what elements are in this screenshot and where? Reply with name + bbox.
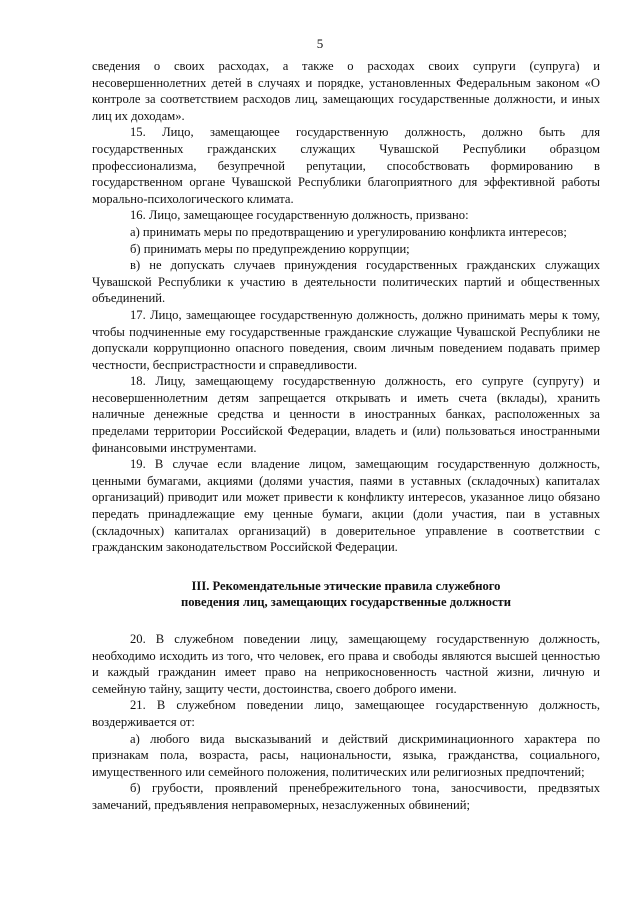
paragraph-21-a: а) любого вида высказываний и действий дискриминационного характера по признакам пола, возраста, расы, национальности, языка, гражданства, социального, имущественного или семейного положения, политических или религиозных предпочтений;: [92, 731, 600, 779]
paragraph-20: 20. В служебном поведении лицу, замещающему государственную должность, необходимо исходить из того, что человек, его права и свободы являются высшей ценностью и каждый гражданин имеет право на неприкосновенность частной жизни, личную и семейную тайну, защиту чести, достоинства, своего доброго имени.: [92, 632, 600, 696]
paragraph-19: 19. В случае если владение лицом, замещающим государственную должность, ценными бумагами, акциями (долями участия, паями в уставных (складочных) капиталах организаций) приводит или может привести к конфликту интересов, указанное лицо обязано передать принадлежащие ему ценные бумаги, акции (доли участия, паи в уставных (складочных) капиталах организаций) в доверительное управление в соответствии с гражданским законодательством Российской Федерации.: [92, 457, 600, 555]
section-heading: [92, 578, 600, 611]
paragraph-16-b: б) принимать меры по предупреждению коррупции;: [130, 241, 410, 256]
paragraph-15: 15. Лицо, замещающее государственную должность, должно быть для государственных гражданских служащих Чувашской Республики образцом профессионализма, безупречной репутации, способствовать формированию в государственном органе Чувашской Республики благоприятного для эффективной работы морально-психологического климата.: [92, 125, 600, 206]
section-heading-line-2: поведения лиц, замещающих государственные должности: [180, 595, 512, 610]
document-body: [92, 58, 600, 814]
paragraph-17: 17. Лицо, замещающее государственную должность, должно принимать меры к тому, чтобы подчиненные ему государственные гражданские служащие Чувашской Республики не допускали коррупционно опасного поведения, своим личным поведением подавать пример честности, беспристрастности и справедливости.: [92, 307, 600, 372]
section-heading-line-1: III. Рекомендательные этические правила служебного: [191, 578, 501, 593]
paragraph-18: 18. Лицу, замещающему государственную должность, его супруге (супругу) и несовершеннолетним детям запрещается открывать и иметь счета (вклады), хранить наличные денежные средства и ценности в иностранных банках, расположенных за пределами территории Российской Федерации, владеть и (или) пользоваться иностранными финансовыми инструментами.: [92, 374, 600, 455]
page-number: 5: [316, 36, 324, 51]
paragraph-16: 16. Лицо, замещающее государственную должность, призвано:: [130, 208, 469, 223]
paragraph-16-v: в) не допускать случаев принуждения государственных гражданских служащих Чувашской Республики к участию в деятельности политических партий и общественных объединений.: [92, 258, 600, 306]
paragraph-21: 21. В служебном поведении лицо, замещающее государственную должность, воздерживается от:: [92, 698, 600, 729]
paragraph-continuation: сведения о своих расходах, а также о расходах своих супруги (супруга) и несовершеннолетних детей в случаях и порядке, установленных Федеральным законом «О контроле за соответствием расходов лиц, замещающих государственные должности, и иных лиц их доходам».: [92, 59, 600, 123]
paragraph-21-b: б) грубости, проявлений пренебрежительного тона, заносчивости, предвзятых замечаний, предъявления неправомерных, незаслуженных обвинений;: [92, 781, 600, 812]
paragraph-16-a: а) принимать меры по предотвращению и урегулированию конфликта интересов;: [130, 224, 567, 239]
